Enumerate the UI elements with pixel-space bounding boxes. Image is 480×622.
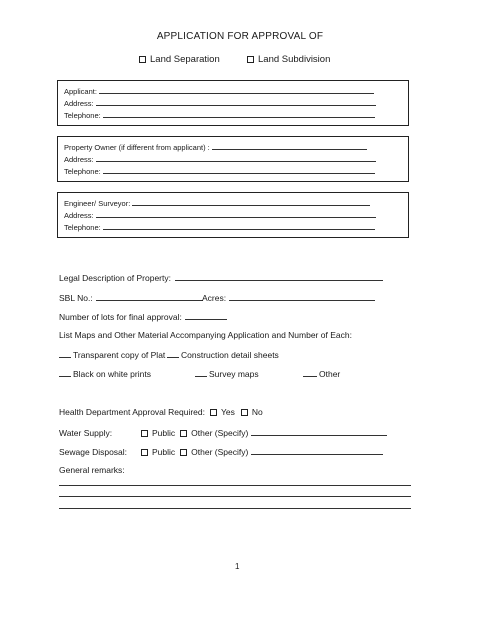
option-label: Land Separation [150, 54, 220, 65]
engineer-field[interactable]: Engineer/ Surveyor: [64, 199, 370, 208]
property-owner-field[interactable]: Property Owner (if different from applicant) : [64, 143, 367, 152]
checkbox-icon[interactable] [247, 56, 254, 63]
sewage-disposal-options [141, 447, 383, 457]
option-label: Land Subdivision [258, 54, 331, 65]
property-owner-box [57, 136, 409, 182]
engineer-box [57, 192, 409, 238]
water-supply-options [141, 428, 387, 438]
checkbox-icon[interactable] [210, 409, 217, 416]
health-no-option[interactable]: No [241, 407, 263, 417]
acres-field[interactable]: Acres: [202, 293, 375, 303]
checkbox-icon[interactable] [141, 430, 148, 437]
health-approval-row: Health Department Approval Required: Yes No [59, 407, 263, 417]
sbl-field[interactable]: SBL No.: [59, 293, 203, 303]
other-material-item[interactable]: Other [303, 369, 340, 379]
black-white-prints-item[interactable]: Black on white prints [59, 369, 151, 379]
engineer-address-field[interactable]: Address: [64, 211, 376, 220]
sewage-disposal-label: Sewage Disposal: [59, 447, 128, 457]
water-public-option[interactable]: Public [141, 428, 175, 438]
general-remarks-label: General remarks: [59, 465, 125, 475]
page-number: 1 [235, 562, 240, 571]
water-other-option[interactable]: Other (Specify) [180, 428, 248, 438]
water-supply-label: Water Supply: [59, 428, 113, 438]
lots-field[interactable]: Number of lots for final approval: [59, 312, 227, 322]
owner-address-field[interactable]: Address: [64, 155, 376, 164]
checkbox-icon[interactable] [241, 409, 248, 416]
sewage-other-specify-field[interactable] [251, 453, 383, 455]
remarks-line[interactable] [59, 485, 411, 486]
checkbox-icon[interactable] [139, 56, 146, 63]
form-title: APPLICATION FOR APPROVAL OF [156, 31, 324, 42]
applicant-box [57, 80, 409, 126]
applicant-telephone-field[interactable]: Telephone: [64, 111, 375, 120]
construction-detail-item[interactable]: Construction detail sheets [167, 350, 279, 360]
legal-description-field[interactable]: Legal Description of Property: [59, 273, 383, 283]
engineer-telephone-field[interactable]: Telephone: [64, 223, 375, 232]
survey-maps-item[interactable]: Survey maps [195, 369, 259, 379]
checkbox-icon[interactable] [180, 449, 187, 456]
option-land-subdivision[interactable] [247, 54, 330, 65]
owner-telephone-field[interactable]: Telephone: [64, 167, 375, 176]
transparent-plat-item[interactable]: Transparent copy of Plat [59, 350, 165, 360]
checkbox-icon[interactable] [141, 449, 148, 456]
option-land-separation[interactable] [139, 54, 220, 65]
applicant-field[interactable]: Applicant: [64, 87, 374, 96]
health-yes-option[interactable]: Yes [210, 407, 235, 417]
checkbox-icon[interactable] [180, 430, 187, 437]
sewage-public-option[interactable]: Public [141, 447, 175, 457]
remarks-line[interactable] [59, 496, 411, 497]
maps-heading: List Maps and Other Material Accompanying Application and Number of Each: [59, 330, 352, 340]
sewage-other-option[interactable]: Other (Specify) [180, 447, 248, 457]
applicant-address-field[interactable]: Address: [64, 99, 376, 108]
water-other-specify-field[interactable] [251, 434, 387, 436]
remarks-line[interactable] [59, 508, 411, 509]
